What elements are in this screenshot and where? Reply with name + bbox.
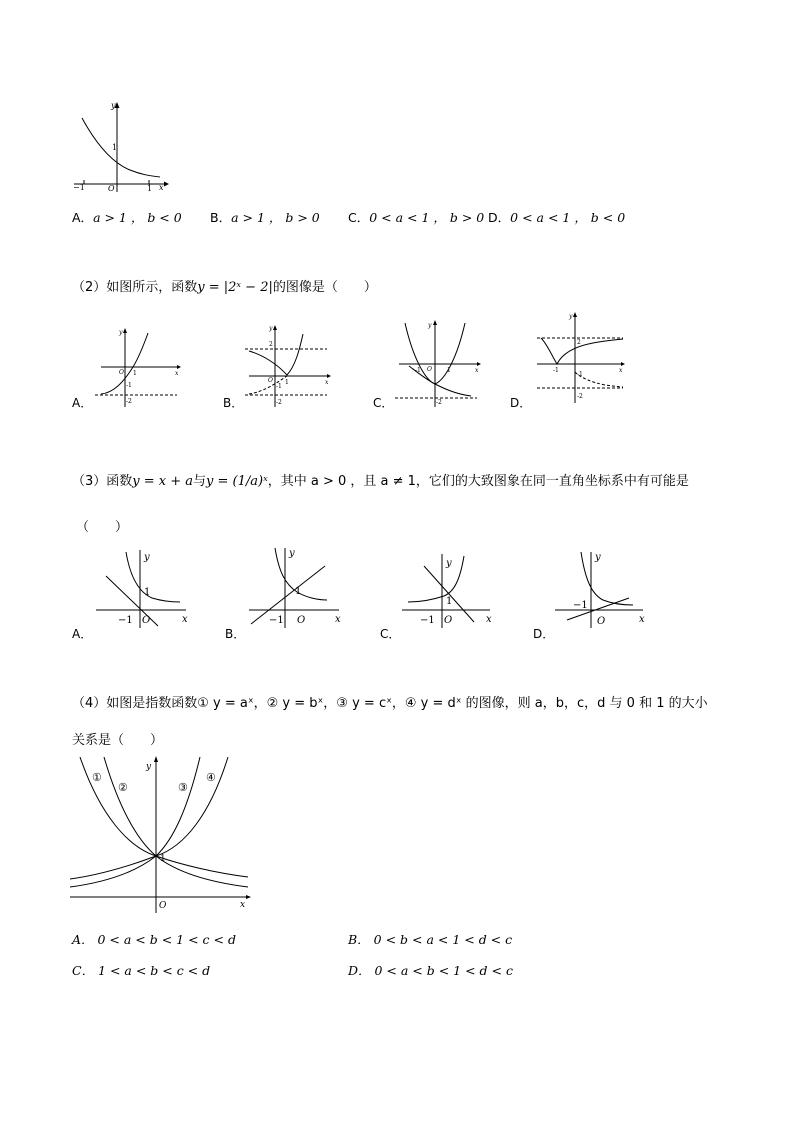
svg-text:y: y: [569, 313, 573, 320]
svg-text:x: x: [182, 614, 188, 625]
q3-mid: 与: [193, 474, 207, 489]
q4-option-c[interactable]: C． 1 < a < b < c < d: [72, 963, 211, 978]
svg-text:−1: −1: [573, 600, 588, 611]
q4-graph: [70, 755, 252, 915]
q2-stem-prefix: （2）如图所示，函数: [72, 280, 198, 295]
q2-graph-a: [95, 325, 185, 410]
svg-text:2: 2: [269, 341, 273, 348]
svg-text:-1: -1: [577, 371, 583, 378]
q1-option-c-expr: 0 < a < 1 ， b > 0: [369, 210, 485, 225]
svg-text:−1: −1: [420, 615, 435, 626]
q1-option-d-letter: D．: [488, 210, 511, 225]
q1-option-b-expr: a > 1 ， b > 0: [231, 210, 320, 225]
q2-label-b[interactable]: B．: [223, 396, 244, 410]
q2-stem: [72, 276, 377, 295]
svg-text:O: O: [159, 901, 167, 911]
svg-text:x: x: [619, 367, 623, 374]
q1-option-d-expr: 0 < a < 1 ， b < 0: [510, 210, 626, 225]
q3-stem: [72, 470, 689, 489]
svg-text:y: y: [595, 552, 601, 563]
svg-text:1: 1: [285, 379, 289, 386]
q1-option-a[interactable]: [72, 208, 182, 226]
svg-text:y: y: [289, 548, 295, 559]
svg-text:O: O: [597, 616, 606, 627]
svg-text:-1: -1: [276, 383, 282, 390]
svg-text:x: x: [325, 379, 329, 386]
q3-paren: （ ）: [76, 520, 129, 535]
q3-label-d[interactable]: D．: [533, 627, 555, 641]
svg-text:-2: -2: [276, 399, 282, 406]
q3-label-c[interactable]: C．: [380, 627, 401, 641]
svg-text:-1: -1: [415, 367, 421, 374]
svg-text:x: x: [486, 614, 492, 625]
svg-text:y: y: [119, 329, 123, 336]
q3-stem-prefix: （3）函数: [72, 474, 133, 489]
svg-text:x: x: [240, 900, 246, 910]
q1-x-label: x: [159, 183, 164, 192]
q1-option-c[interactable]: [348, 208, 484, 226]
svg-text:-2: -2: [577, 393, 583, 400]
q4-option-d[interactable]: D． 0 < a < b < 1 < d < c: [348, 963, 513, 978]
q1-one-label: 1: [112, 143, 118, 152]
q3-graph-d: [553, 548, 648, 630]
svg-text:x: x: [175, 370, 179, 377]
svg-text:O: O: [444, 615, 453, 626]
q4-curve-2: [104, 757, 248, 887]
q3-graph-b: [245, 544, 350, 631]
q1-graph: [70, 100, 170, 195]
svg-text:O: O: [142, 615, 151, 626]
svg-text:y: y: [428, 322, 432, 329]
q3-formula-line: y = x + a: [132, 474, 194, 489]
svg-text:-2: -2: [126, 398, 132, 405]
q3-graph-c: [400, 550, 495, 630]
q4-label-1: ①: [92, 771, 102, 784]
svg-text:O: O: [268, 377, 273, 384]
svg-text:1: 1: [133, 370, 137, 377]
q3-formula-exp: y = (1/a)ˣ: [206, 474, 268, 489]
svg-text:-1: -1: [553, 367, 559, 374]
q4-label-3: ③: [178, 781, 188, 794]
svg-text:1: 1: [446, 596, 453, 607]
svg-text:-1: -1: [126, 382, 132, 389]
q1-pos-one-label: 1: [147, 184, 153, 193]
q4-stem-line2: 关系是（ ）: [72, 733, 164, 748]
svg-text:y: y: [269, 325, 273, 332]
q1-option-b-letter: B．: [210, 210, 232, 225]
svg-text:−1: −1: [269, 615, 284, 626]
q1-option-a-expr: a > 1 ， b < 0: [93, 210, 182, 225]
svg-text:y: y: [446, 558, 452, 569]
q2-label-d[interactable]: D．: [510, 396, 532, 410]
svg-text:x: x: [639, 614, 645, 625]
q1-option-a-letter: A．: [72, 210, 94, 225]
svg-text:−1: −1: [118, 615, 133, 626]
q2-label-a[interactable]: A．: [72, 396, 93, 410]
q4-option-b[interactable]: B． 0 < b < a < 1 < d < c: [348, 932, 513, 947]
svg-text:2: 2: [577, 339, 581, 346]
svg-text:x: x: [475, 367, 479, 374]
q1-origin-label: O: [108, 184, 115, 193]
svg-text:1: 1: [295, 586, 302, 597]
svg-text:-2: -2: [436, 399, 442, 406]
q4-curve-3: [70, 757, 200, 887]
q1-option-b[interactable]: [210, 208, 320, 226]
q4-label-2: ②: [118, 781, 128, 794]
q1-curve: [82, 118, 160, 177]
q4-stem-line1: （4）如图是指数函数① y = aˣ，② y = bˣ，③ y = cˣ，④ y = dˣ 的图像，则 a，b，c，d 与 0 和 1 的大小: [72, 696, 708, 711]
svg-text:1: 1: [144, 587, 151, 598]
svg-text:1: 1: [447, 367, 451, 374]
svg-text:x: x: [335, 614, 341, 625]
svg-text:O: O: [297, 615, 306, 626]
q3-stem-suffix: ，其中 a > 0 ，且 a ≠ 1，它们的大致图象在同一直角坐标系中有可能是: [267, 474, 689, 489]
q2-graph-b: [245, 322, 335, 410]
q2-label-c[interactable]: C．: [373, 396, 394, 410]
svg-text:y: y: [144, 552, 150, 563]
svg-text:O: O: [119, 369, 124, 376]
q2-formula: y = |2ˣ − 2|: [197, 280, 273, 295]
q4-option-a[interactable]: A． 0 < a < b < 1 < c < d: [72, 932, 236, 947]
q3-label-b[interactable]: B．: [225, 627, 246, 641]
q1-option-d[interactable]: [488, 208, 625, 226]
svg-text:O: O: [427, 366, 432, 373]
q2-graph-d: [533, 310, 628, 406]
q2-stem-suffix: 的图像是（ ）: [272, 280, 377, 295]
svg-text:y: y: [146, 762, 152, 772]
q4-label-4: ④: [206, 771, 216, 784]
q2-graph-c: [395, 318, 485, 410]
q3-label-a[interactable]: A．: [72, 627, 93, 641]
q1-neg-one-label: −1: [73, 183, 85, 192]
svg-text:1: 1: [160, 854, 166, 864]
q1-y-label: y: [111, 101, 116, 110]
q1-option-c-letter: C．: [348, 210, 370, 225]
q3-graph-a: [92, 546, 197, 631]
